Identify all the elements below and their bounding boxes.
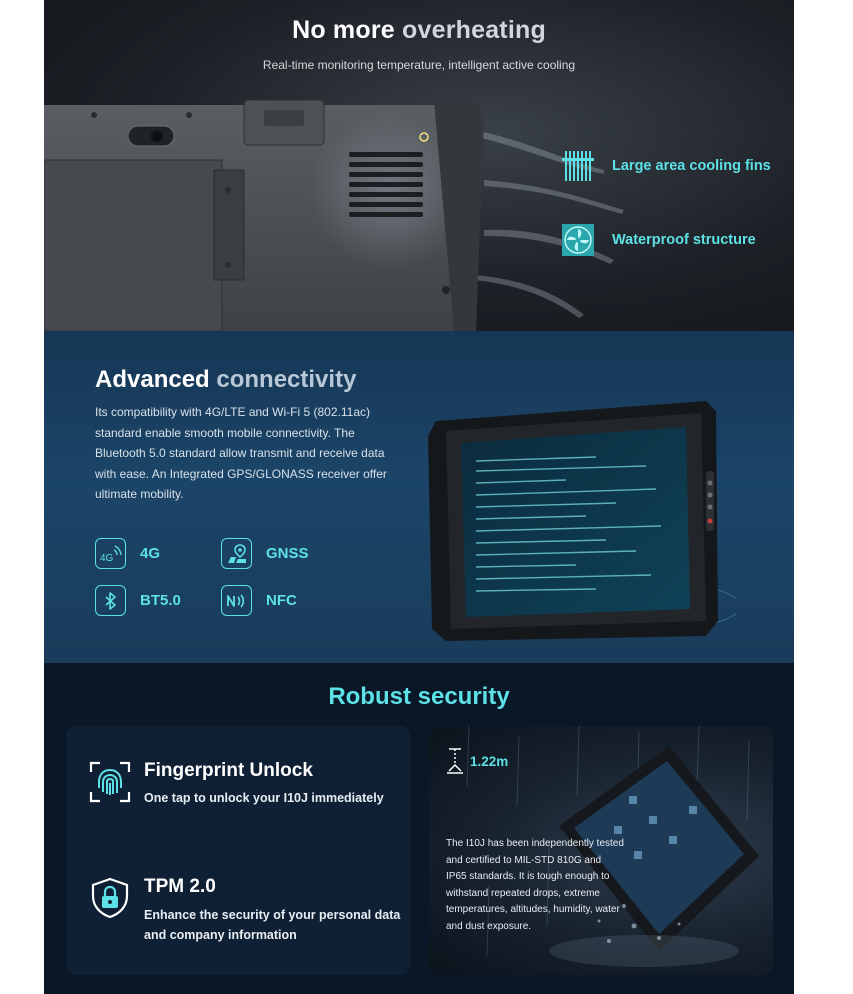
connectivity-4g	[95, 538, 160, 569]
product-page	[44, 0, 794, 994]
drop-test-photo	[429, 726, 773, 975]
map-pin-icon	[221, 538, 252, 569]
connectivity-description: Its compatibility with 4G/LTE and Wi-Fi 5 (802.11ac) standard enable smooth mobile connectivity. The Bluetooth 5.0 standard allow transmit and receive data with ease. An Integrated GPS/GLONASS receiver offer ultimate mobility.	[95, 405, 387, 501]
drop-test-text: The I10J has been independently tested and certified to MIL-STD 810G and IP65 standards. It is tough enough to withstand repeated drops, extreme temperatures, altitudes, humidity, water and dust exposure.	[446, 838, 624, 932]
fingerprint-text: One tap to unlock your I10J immediately	[144, 791, 384, 805]
feature-cooling-fins-label: Large area cooling fins	[612, 158, 771, 174]
shield-lock-icon	[88, 876, 132, 920]
tablet-back-illustration	[44, 100, 794, 331]
cooling-title-accent: overheating	[402, 16, 546, 44]
fingerprint-title: Fingerprint Unlock	[144, 760, 313, 781]
cooling-section	[44, 0, 794, 331]
connectivity-4g-label: 4G	[140, 545, 161, 562]
drop-height-icon	[446, 748, 464, 774]
tablet-front-illustration	[416, 391, 736, 651]
bluetooth-icon	[95, 585, 126, 616]
connectivity-bluetooth-label: BT5.0	[140, 592, 181, 609]
nfc-icon	[221, 585, 252, 616]
tpm-title: TPM 2.0	[144, 876, 216, 897]
feature-cooling-fins	[560, 148, 771, 184]
drop-height-value: 1.22m	[470, 753, 509, 769]
security-section	[44, 663, 794, 994]
security-features-panel	[66, 726, 410, 975]
cooling-fins-icon	[560, 148, 596, 184]
connectivity-gnss-label: GNSS	[266, 545, 309, 562]
security-title: Robust security	[328, 683, 510, 710]
connectivity-section	[44, 331, 794, 663]
cooling-title	[44, 16, 794, 45]
connectivity-gnss	[221, 538, 309, 569]
cooling-title-main: No more	[292, 16, 403, 44]
fingerprint-icon	[88, 760, 132, 804]
connectivity-title-main: Advanced	[95, 366, 217, 393]
fan-icon	[560, 222, 596, 258]
connectivity-nfc-label: NFC	[266, 592, 297, 609]
connectivity-nfc	[221, 585, 297, 616]
4g-signal-icon	[95, 538, 126, 569]
connectivity-bluetooth	[95, 585, 181, 616]
tpm-text: Enhance the security of your personal data and company information	[144, 908, 401, 942]
connectivity-title-accent: connectivity	[216, 366, 357, 393]
feature-waterproof	[560, 222, 756, 258]
svg-text:4G: 4G	[99, 552, 113, 564]
feature-waterproof-label: Waterproof structure	[612, 232, 756, 248]
cooling-subtitle: Real-time monitoring temperature, intelligent active cooling	[262, 58, 576, 72]
connectivity-title	[95, 366, 356, 394]
drop-height	[446, 748, 508, 774]
